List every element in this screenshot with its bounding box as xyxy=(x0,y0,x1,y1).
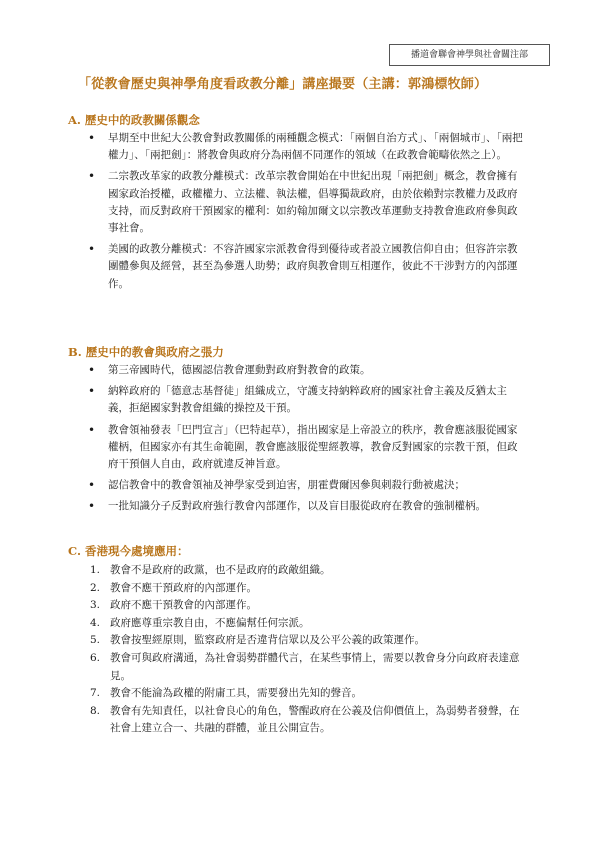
section-b-list xyxy=(88,362,526,520)
list-item: • 一批知識分子反對政府強行教會內部運作，以及盲目服從政府在教會的強制權柄。 xyxy=(88,498,526,515)
list-item: 6. 教會可與政府溝通，為社會弱勢群體代言，在某些事情上，需要以教會身分向政府表達意見。 xyxy=(90,651,520,682)
list-item: • 美國的政教分離模式：不容許國家宗派教會得到優待或者設立國教信仰自由；但容許宗教團體參與及經營，甚至為參選人助勢；政府與教會則互相運作，彼此不干涉對方的內部運作。 xyxy=(88,241,526,293)
list-item: • 早期至中世紀大公教會對政教關係的兩種觀念模式：「兩個自治方式」、「兩個城市」、「兩把權力」、「兩把劍」：將教會與政府分為兩個不同運作的領域（在政教會範疇依然之上）。 xyxy=(88,130,526,164)
list-item: 2. 教會不應干預政府的內部運作。 xyxy=(90,581,257,594)
header-tag-box: 播道會聯會神學與社會關注部 xyxy=(389,44,550,66)
section-b-heading: B. 歷史中的教會與政府之張力 xyxy=(68,345,224,359)
list-item: 4. 政府應尊重宗教自由，不應偏幫任何宗派。 xyxy=(90,616,310,629)
list-item: 7. 教會不能淪為政權的附庸工具，需要發出先知的聲音。 xyxy=(90,687,362,700)
list-item: • 認信教會中的教會領袖及神學家受到迫害，朋霍費爾因參與刺殺行動被處決； xyxy=(88,477,526,494)
section-c-list xyxy=(90,562,526,738)
list-item: • 教會領袖發表「巴門宣言」（巴特起草），指出國家是上帝設立的秩序，教會應該服從國家權柄，但國家亦有其生命範圍，教會應該服從聖經教導，教會反對國家的宗教干預，但政府干預個人自由，政府就違反神旨意。 xyxy=(88,422,526,474)
list-item: 8. 教會有先知責任，以社會良心的角色，警醒政府在公義及信仰價值上，為弱勢者發聲，在社會上建立合一、共融的群體，並且公開宣告。 xyxy=(90,704,520,735)
list-item: • 第三帝國時代，德國認信教會運動對政府對教會的政策。 xyxy=(88,362,526,379)
list-item: 3. 政府不應干預教會的內部運作。 xyxy=(90,599,257,612)
section-c-heading: C. 香港現今處境應用： xyxy=(68,544,189,558)
list-item: 5. 教會按聖經原則，監察政府是否違背信眾以及公平公義的政策運作。 xyxy=(90,634,425,647)
list-item: • 納粹政府的「德意志基督徒」組織成立，守護支持納粹政府的國家社會主義及反猶太主義，拒絕國家對教會組織的操控及干預。 xyxy=(88,383,526,417)
page-title: 「從教會歷史與神學角度看政教分離」講座撮要（主講：郭鴻標牧師） xyxy=(78,77,488,92)
section-a-heading: A. 歷史中的政教關係觀念 xyxy=(68,113,200,127)
list-item: • 二宗教改革家的政教分離模式：改革宗教會開始在中世紀出現「兩把劍」概念，教會擁有國家政治授權，政權權力、立法權、執法權，倡導獨裁政府，由於依賴對宗教權力及政府支持，而反對政府干預國家的權利：如約翰加爾文以宗教改革運動支持教會進政府參與政事社會。 xyxy=(88,168,526,237)
list-item: 1. 教會不是政府的政黨，也不是政府的政敵組織。 xyxy=(90,564,331,576)
section-a-list xyxy=(88,130,526,297)
